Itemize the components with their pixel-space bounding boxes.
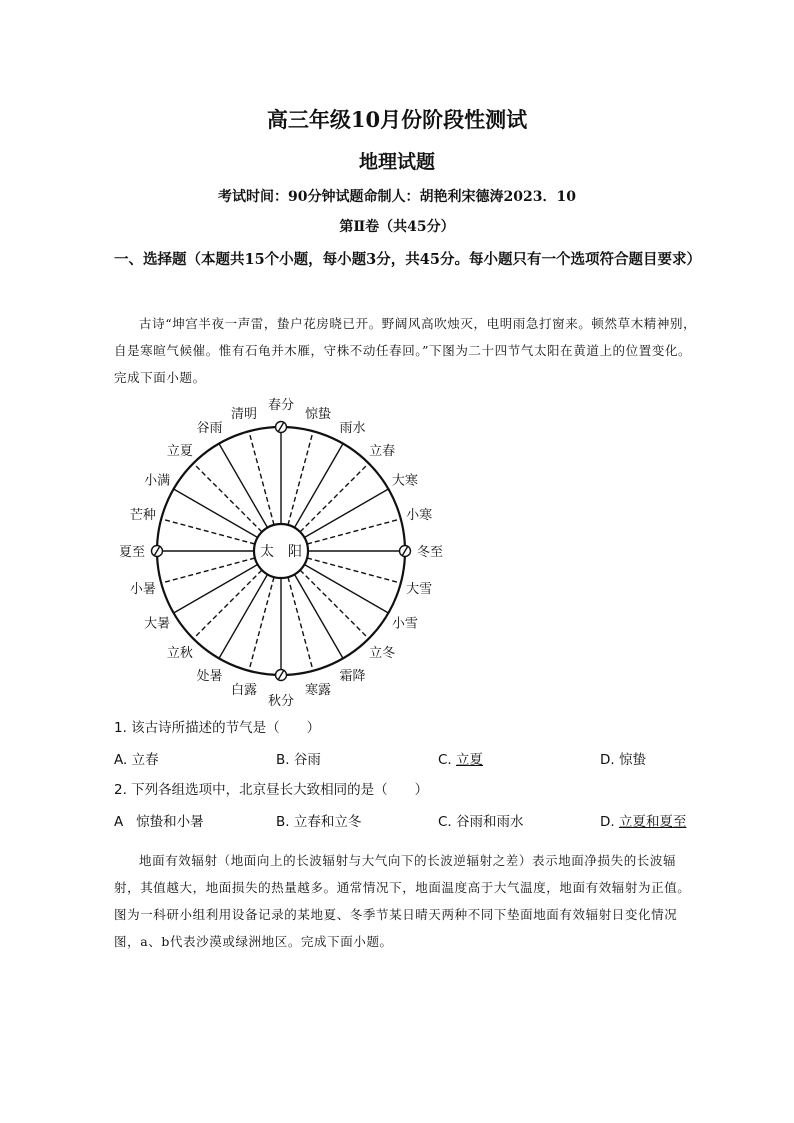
solar-term-label: 芒种 <box>129 507 156 523</box>
solar-term-label: 寒露 <box>305 683 332 699</box>
option-letter: B. <box>276 752 290 768</box>
option-letter: B. <box>276 814 290 830</box>
spoke-dashed <box>193 570 262 639</box>
option-text: 惊蛰和小暑 <box>136 814 204 830</box>
passage-radiation: 地面有效辐射（地面向上的长波辐射与大气向下的长波逆辐射之差）表示地面净损失的长波辐射，其值越大，地面损失的热量越多。通常情况下，地面温度高于大气温度，地面有效辐射为正值。图为一科研小组利用设备记录的某地夏、冬季节某日晴天两种不同下垫面地面有效辐射日变化情况图，a、b代表沙漠或绿洲地区。完成下面小题。 <box>114 853 691 949</box>
solar-term-label: 立夏 <box>166 443 193 459</box>
earth-position-marker <box>276 670 287 681</box>
option-letter: C. <box>438 814 452 830</box>
section-heading: 一、选择题（本题共15个小题，每小题3分，共45分。每小题只有一个选项符合题目要求） <box>114 251 701 268</box>
solar-term-label: 雨水 <box>339 421 366 437</box>
spoke-dashed <box>193 463 262 532</box>
solar-term-label: 立冬 <box>369 646 396 662</box>
option-letter: D. <box>600 752 615 768</box>
option-letter: A <box>114 814 124 830</box>
spoke-solid <box>304 565 388 614</box>
spoke-dashed <box>161 558 255 583</box>
spoke-solid <box>295 574 344 658</box>
spoke-dashed <box>249 431 274 525</box>
sun-label: 太 阳 <box>260 544 302 560</box>
q1-option-b[interactable] <box>276 748 321 768</box>
q2-option-c[interactable] <box>438 810 524 830</box>
subject-title: 地理试题 <box>358 151 435 173</box>
spoke-dashed <box>288 577 313 671</box>
solar-term-label: 霜降 <box>339 668 366 684</box>
solar-term-label: 夏至 <box>118 545 146 560</box>
spoke-solid <box>219 444 268 528</box>
solar-term-label: 春分 <box>267 398 295 413</box>
solar-term-label: 大暑 <box>144 616 171 632</box>
solar-term-label: 秋分 <box>267 694 295 708</box>
solar-term-label: 惊蛰 <box>305 406 332 422</box>
volume-label: 第Ⅱ卷（共45分） <box>339 219 455 235</box>
spoke-solid <box>174 489 258 538</box>
solar-term-label: 白露 <box>230 683 257 699</box>
exam-title: 高三年级10月份阶段性测试 <box>266 107 528 132</box>
spoke-dashed <box>249 577 274 671</box>
q1-option-a[interactable] <box>114 748 159 768</box>
option-text: 谷雨和雨水 <box>456 814 524 830</box>
option-letter: D. <box>600 814 615 830</box>
solar-term-label: 冬至 <box>416 545 444 560</box>
exam-info: 考试时间：90分钟试题命制人：胡艳利宋德涛2023．10 <box>218 189 576 205</box>
q2-option-b[interactable] <box>276 810 361 830</box>
solar-term-label: 小寒 <box>406 507 433 523</box>
spoke-solid <box>295 444 344 528</box>
earth-position-marker <box>400 546 411 557</box>
solar-term-label: 清明 <box>230 406 257 422</box>
solar-term-label: 谷雨 <box>196 421 223 437</box>
option-text: 立夏 <box>456 752 484 768</box>
solar-term-label: 小暑 <box>129 582 156 598</box>
option-letter: A. <box>114 752 128 768</box>
spoke-solid <box>219 574 268 658</box>
solar-term-label: 立秋 <box>166 646 193 662</box>
spoke-dashed <box>307 519 401 544</box>
passage-poem: 古诗“坤宫半夜一声雷，蛰户花房晓已开。野阔风高吹烛灭，电明雨急打窗来。顿然草木精神别，自是寒暄气候催。惟有石龟并木雁，守株不动任春回。”下图为二十四节气太阳在黄道上的位置变化。完成下面小题。 <box>114 316 697 385</box>
solar-term-label: 大寒 <box>391 473 418 489</box>
spoke-dashed <box>161 519 255 544</box>
earth-position-marker <box>152 546 163 557</box>
solar-term-label: 处暑 <box>196 668 223 684</box>
spoke-dashed <box>307 558 401 583</box>
solar-term-label: 小雪 <box>391 616 418 632</box>
spoke-solid <box>174 565 258 614</box>
option-text: 立春 <box>131 752 159 768</box>
option-text: 立春和立冬 <box>293 814 362 830</box>
solar-term-label: 大雪 <box>406 582 433 598</box>
spoke-solid <box>304 489 388 538</box>
option-text: 惊蛰 <box>618 752 646 768</box>
q1-option-c[interactable] <box>438 748 483 768</box>
solar-term-label: 小满 <box>144 473 171 489</box>
spoke-dashed <box>300 463 369 532</box>
q2-option-a[interactable] <box>114 810 204 830</box>
spoke-dashed <box>288 431 313 525</box>
option-letter: C. <box>438 752 452 768</box>
earth-position-marker <box>276 422 287 433</box>
solar-terms-diagram <box>100 396 460 708</box>
question-1-stem: 1. 该古诗所描述的节气是（ ） <box>114 720 321 736</box>
question-2-stem: 2. 下列各组选项中，北京昼长大致相同的是（ ） <box>114 782 429 798</box>
option-text: 立夏和夏至 <box>618 814 687 830</box>
spoke-dashed <box>300 570 369 639</box>
solar-term-label: 立春 <box>369 443 396 459</box>
option-text: 谷雨 <box>293 752 321 768</box>
q1-option-d[interactable] <box>600 748 646 768</box>
q2-option-d[interactable] <box>600 810 686 830</box>
